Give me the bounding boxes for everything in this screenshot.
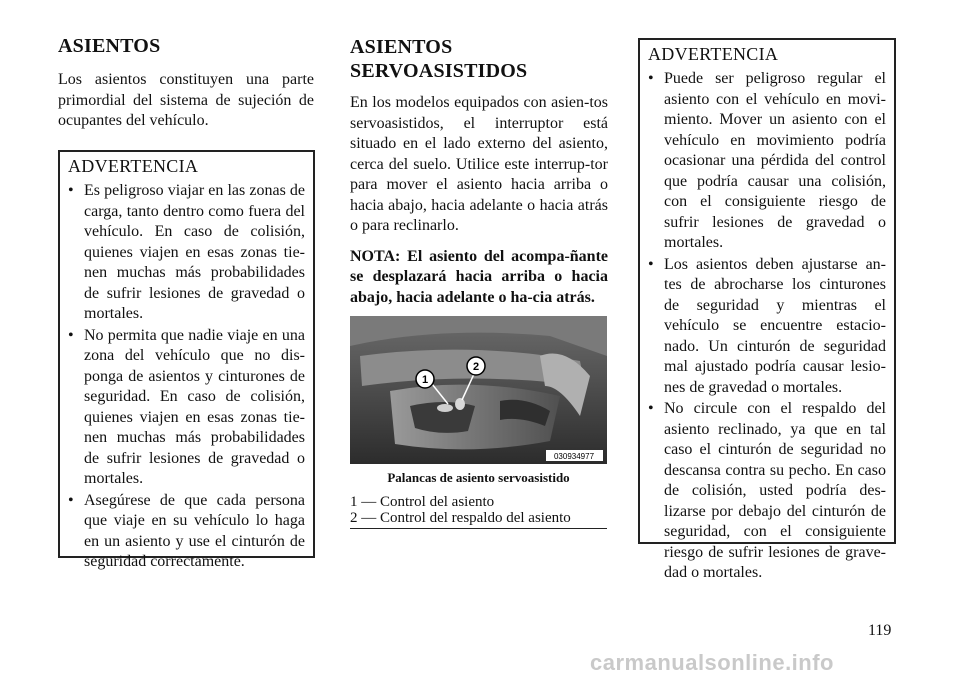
section-title-asientos: ASIENTOS [58, 35, 161, 57]
warning-list [648, 69, 886, 584]
figure-caption: Palancas de asiento servoasistido [387, 470, 570, 485]
legend-divider [350, 528, 607, 529]
warning-title: ADVERTENCIA [648, 44, 779, 64]
seat-controls-photo [350, 316, 607, 464]
warning-box-right [638, 38, 896, 581]
figure-code: 030934977 [553, 452, 595, 461]
section-title-line2: SERVOASISTIDOS [350, 60, 528, 82]
body-paragraph: En los modelos equipados con asien-tos servoasistidos, el interruptor está situado en el lado externo del asiento, cerca del suelo. Utilice este interrup-tor para mover el asiento hacia arriba o hacia abajo, hacia adelante o hacia atrás o para reclinarlo. [350, 94, 608, 234]
warning-title: ADVERTENCIA [68, 156, 199, 176]
callout-2-label: 2 [472, 361, 480, 373]
note-paragraph: NOTA: El asiento del acompa-ñante se desplazará hacia arriba o hacia abajo, hacia adelante o ha-cia atrás. [350, 247, 608, 306]
warning-item: • Asegúrese de que cada persona que viaje en su vehículo lo haga en un asiento y use el cinturón de seguridad correctamente. [68, 491, 305, 573]
seat-illustration [350, 316, 607, 464]
figure-legend [350, 494, 607, 529]
warning-item: • Puede ser peligroso regular el asiento con el vehículo en movi-miento. Mover un asiento con el vehículo en movimiento podría ocasionar una pérdida del control que podría causar una colisión, con el consiguiente riesgo de sufrir lesiones de gravedad o mortales. [648, 69, 886, 254]
legend-item: 2 — Control del respaldo del asiento [350, 510, 571, 526]
warning-box-left [58, 150, 315, 570]
watermark: carmanualsonline.info [590, 650, 834, 675]
callout-1-label: 1 [421, 374, 429, 386]
warning-item: • Es peligroso viajar en las zonas de carga, tanto dentro como fuera del vehículo. En caso de colisión, quienes viajen en esas zonas tie-nen muchas más probabilidades de sufrir lesiones de gravedad o mortales. [68, 181, 305, 325]
warning-item: • No circule con el respaldo del asiento reclinado, ya que en tal caso el cinturón de seguridad no descansa contra su pecho. En caso de colisión, usted podría des-lizarse por debajo del cinturón de seguridad, con el consiguiente riesgo de sufrir lesiones de grave-dad o mortales. [648, 399, 886, 584]
intro-paragraph: Los asientos constituyen una parte primordial del sistema de sujeción de ocupantes del vehículo. [58, 71, 314, 129]
page-number: 119 [868, 622, 892, 639]
warning-list [68, 181, 305, 573]
legend-item: 1 — Control del asiento [350, 494, 495, 510]
middle-column [350, 35, 608, 308]
warning-item: • Los asientos deben ajustarse an-tes de abrocharse los cinturones de seguridad y mientras el vehículo se encuentre estacio-nado. Un cinturón de seguridad mal ajustado podría causar lesio-nes de gravedad o mortales. [648, 255, 886, 399]
section-title-line1: ASIENTOS [350, 36, 453, 58]
warning-item: • No permita que nadie viaje en una zona del vehículo que no dis-ponga de asientos y cinturones de seguridad. En caso de colisión, quienes viajen en esas zonas tie-nen muchas más probabilidades de sufrir lesiones de gravedad o mortales. [68, 326, 305, 490]
